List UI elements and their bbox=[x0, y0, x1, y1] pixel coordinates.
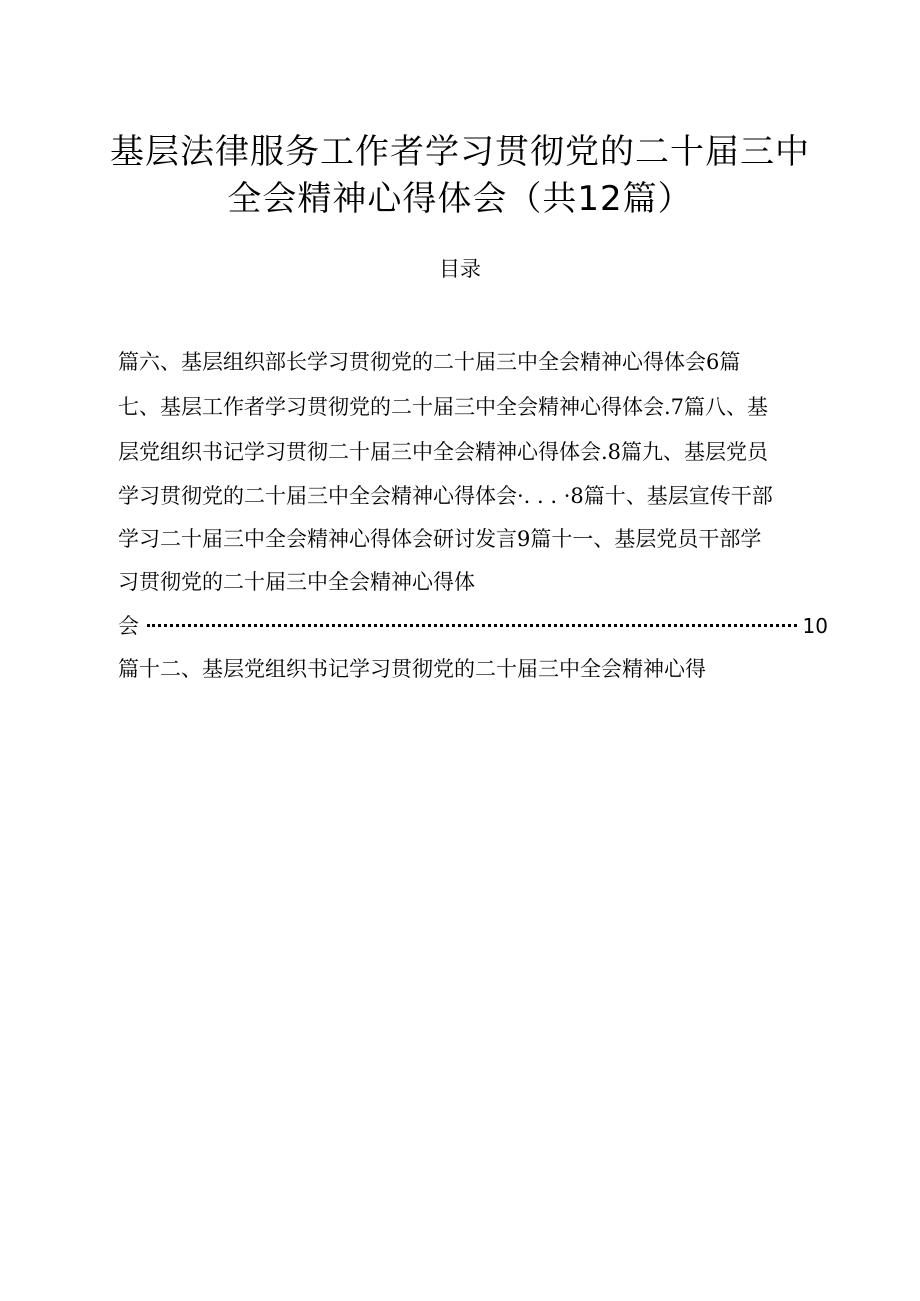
document-title-line-1: 基层法律服务工作者学习贯彻党的二十届三中 bbox=[110, 132, 810, 172]
toc-line: 篇十二、基层党组织书记学习贯彻党的二十届三中全会精神心得 bbox=[118, 657, 706, 681]
toc-dot-leader bbox=[147, 624, 797, 627]
toc-line: 习贯彻党的二十届三中全会精神心得体 bbox=[118, 570, 475, 594]
toc-line: 学习贯彻党的二十届三中全会精神心得体会·. . . ·8篇十、基层宣传干部 bbox=[118, 484, 773, 508]
document-title-line-2: 全会精神心得体会（共12篇） bbox=[227, 179, 693, 219]
toc-line: 学习二十届三中全会精神心得体会研讨发言9篇十一、基层党员干部学 bbox=[118, 527, 762, 551]
toc-page-number: 10 bbox=[802, 614, 828, 638]
toc-heading: 目录 bbox=[439, 257, 481, 281]
toc-entry-text: 会 bbox=[118, 614, 139, 638]
toc-leader-entry bbox=[118, 608, 828, 644]
toc-line: 篇六、基层组织部长学习贯彻党的二十届三中全会精神心得体会6篇 bbox=[118, 350, 741, 374]
toc-line: 层党组织书记学习贯彻二十届三中全会精神心得体会.8篇九、基层党员 bbox=[118, 440, 769, 464]
toc-line: 七、基层工作者学习贯彻党的二十届三中全会精神心得体会.7篇八、基 bbox=[118, 395, 769, 419]
